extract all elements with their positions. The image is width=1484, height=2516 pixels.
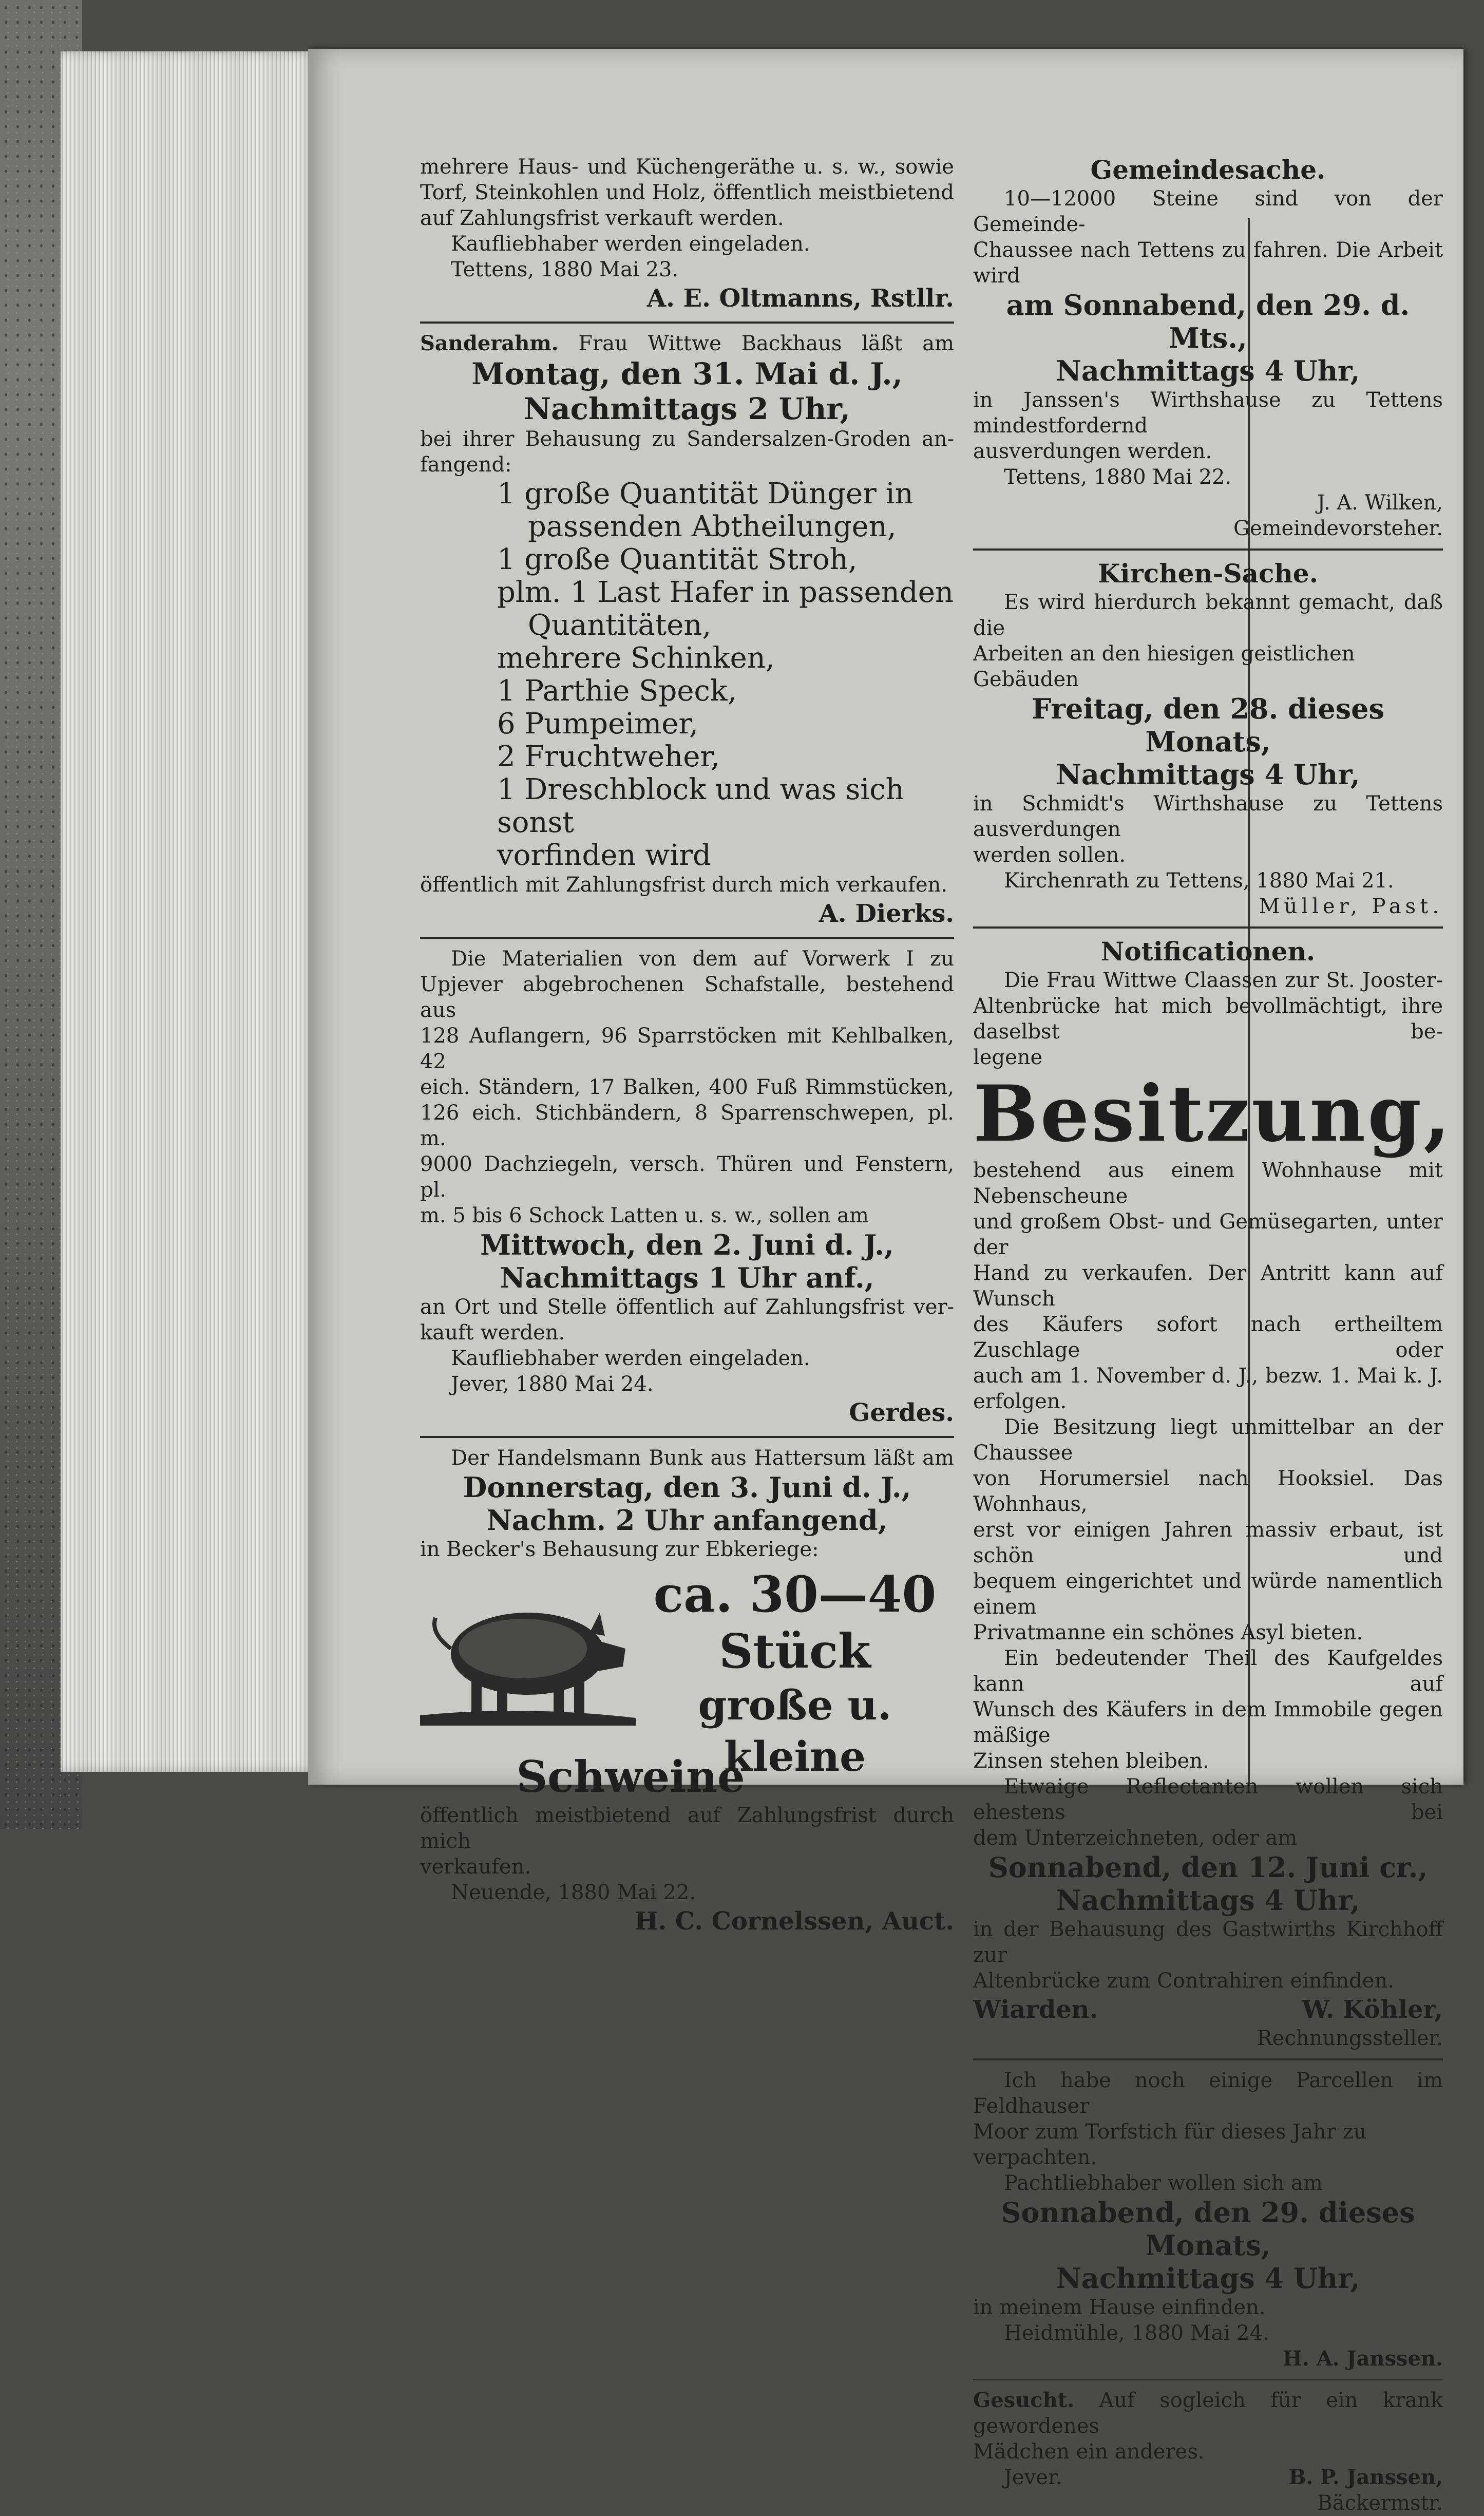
property-headline: Besitzung, bbox=[973, 1069, 1453, 1159]
text-line: Die Materialien von dem auf Vorwerk I zu bbox=[451, 947, 954, 971]
ad-kirchensache bbox=[973, 558, 1443, 919]
text-line: erst vor einigen Jahren massiv erbaut, ist schön und bbox=[973, 1518, 1443, 1567]
divider bbox=[973, 926, 1443, 929]
auction-time: Nachmittags 1 Uhr anf., bbox=[500, 1261, 874, 1294]
ad-cornelssen bbox=[420, 1445, 954, 1937]
text-line: Es wird hierdurch bekannt gemacht, daß die bbox=[973, 591, 1443, 640]
list-item: passenden Abtheilungen, bbox=[528, 510, 897, 543]
pig-icon bbox=[420, 1577, 636, 1731]
ad-notificationen bbox=[973, 936, 1453, 2051]
text-line: Moor zum Torfstich für dieses Jahr zu verpachten. bbox=[973, 2120, 1367, 2169]
text-line: legene bbox=[973, 1046, 1043, 1069]
divider bbox=[973, 2058, 1443, 2060]
text-line: Upjever abgebrochenen Schafstalle, bestehend aus bbox=[420, 973, 954, 1022]
animal-heading: Schweine bbox=[516, 1751, 745, 1802]
text-line: an Ort und Stelle öffentlich auf Zahlungsfrist ver- bbox=[420, 1295, 954, 1319]
signature: J. A. Wilken, bbox=[1317, 491, 1443, 515]
signature-row bbox=[973, 2465, 1443, 2490]
closing-line: öffentlich mit Zahlungsfrist durch mich verkaufen. bbox=[420, 873, 948, 897]
text-line: Wunsch des Käufers in dem Immobile gegen mäßige bbox=[973, 1698, 1443, 1747]
auction-time: Nachm. 2 Uhr anfangend, bbox=[486, 1504, 888, 1537]
work-date: Freitag, den 28. dieses Monats, bbox=[1032, 692, 1384, 758]
text-line: werden sollen. bbox=[973, 843, 1126, 867]
text-line: Ein bedeutender Theil des Kaufgeldes kann auf bbox=[973, 1647, 1443, 1696]
section-title: Kirchen-Sache. bbox=[1097, 558, 1319, 589]
list-item: 1 große Quantität Stroh, bbox=[497, 543, 858, 576]
text-line: 9000 Dachziegeln, versch. Thüren und Fenstern, pl. bbox=[420, 1152, 954, 1202]
auction-date: Montag, den 31. Mai d. J., bbox=[471, 356, 903, 391]
text-line: bequem eingerichtet und würde namentlich einem bbox=[973, 1569, 1443, 1619]
text-line: Arbeiten an den hiesigen geistlichen Gebäuden bbox=[973, 642, 1355, 691]
invite-line: Kaufliebhaber werden eingeladen. bbox=[451, 1347, 810, 1370]
ad-gemeindesache bbox=[973, 154, 1443, 541]
text-line: in meinem Hause einfinden. bbox=[973, 2296, 1266, 2319]
text-line: Etwaige Reflectanten wollen sich ehestens bei bbox=[973, 1775, 1443, 1824]
item-list bbox=[420, 478, 954, 872]
ad-gesucht bbox=[973, 2388, 1443, 2516]
ad-gerdes bbox=[420, 946, 954, 1429]
dateline: Kirchenrath zu Tettens, 1880 Mai 21. bbox=[1004, 869, 1394, 893]
text-line: m. 5 bis 6 Schock Latten u. s. w., sollen am bbox=[420, 1204, 869, 1227]
place-label: Wiarden. bbox=[973, 1995, 1098, 2024]
location-line: in Becker's Behausung zur Ebkeriege: bbox=[420, 1538, 819, 1561]
invite-line: Pachtliebhaber wollen sich am bbox=[1004, 2171, 1323, 2195]
place-label: Sanderahm. bbox=[420, 331, 559, 355]
intro-line: Der Handelsmann Bunk aus Hattersum läßt am bbox=[451, 1446, 954, 1470]
intro-line bbox=[973, 2388, 1443, 2439]
list-item: Quantitäten, bbox=[528, 609, 712, 642]
divider bbox=[973, 548, 1443, 551]
list-item: 1 große Quantität Dünger in bbox=[497, 477, 914, 510]
meeting-date: Sonnabend, den 12. Juni cr., bbox=[988, 1851, 1428, 1884]
text-line: auch am 1. November d. J., bezw. 1. Mai k. J. bbox=[973, 1364, 1443, 1388]
text-line: Altenbrücke hat mich bevollmächtigt, ihre daselbst be- bbox=[973, 994, 1443, 1044]
text-line: Ich habe noch einige Parcellen im Feldhauser bbox=[973, 2069, 1443, 2118]
dateline: Heidmühle, 1880 Mai 24. bbox=[1004, 2321, 1269, 2345]
meeting-time: Nachmittags 4 Uhr, bbox=[1056, 2262, 1360, 2295]
auction-date: Donnerstag, den 3. Juni d. J., bbox=[463, 1471, 911, 1504]
signature: H. A. Janssen. bbox=[1283, 2347, 1443, 2371]
dateline: Neuende, 1880 Mai 22. bbox=[451, 1881, 696, 1904]
meeting-time: Nachmittags 4 Uhr, bbox=[1056, 1884, 1360, 1917]
text-line: 128 Auflangern, 96 Sparrstöcken mit Kehlbalken, 42 bbox=[420, 1024, 954, 1073]
dateline: Tettens, 1880 Mai 23. bbox=[451, 258, 679, 281]
text-line: fangend: bbox=[420, 453, 512, 477]
text-line: ausverdungen werden. bbox=[973, 440, 1212, 463]
signature: Gerdes. bbox=[849, 1398, 954, 1427]
list-item: 1 Parthie Speck, bbox=[497, 674, 737, 708]
text-line: des Käufers sofort nach ertheiltem Zuschlage oder bbox=[973, 1313, 1443, 1362]
text-line: Zinsen stehen bleiben. bbox=[973, 1749, 1209, 1773]
text-line: eich. Ständern, 17 Balken, 400 Fuß Rimmstücken, bbox=[420, 1075, 954, 1099]
intro-text: Auf sogleich für ein krank gewordenes bbox=[973, 2389, 1443, 2438]
text-line: Die Frau Wittwe Claassen zur St. Jooster- bbox=[1004, 969, 1443, 992]
text-line: Mädchen ein anderes. bbox=[973, 2440, 1205, 2464]
list-item: 1 Dreschblock und was sich sonst bbox=[497, 773, 904, 839]
quantity: ca. 30—40 bbox=[653, 1565, 937, 1623]
signer-role: Gemeindevorsteher. bbox=[1233, 517, 1443, 540]
text-line: auf Zahlungsfrist verkauft werden. bbox=[420, 206, 784, 230]
ad-sanderahm bbox=[420, 331, 954, 930]
signature-row bbox=[973, 1994, 1443, 2026]
newspaper-page bbox=[308, 49, 1463, 2515]
text-line: mehrere Haus- und Küchengeräthe u. s. w., sowie bbox=[420, 155, 954, 179]
text-line: in Schmidt's Wirthshause zu Tettens ausverdungen bbox=[973, 792, 1443, 841]
section-title: Notificationen. bbox=[1100, 936, 1316, 967]
description: große u. kleine bbox=[698, 1681, 892, 1781]
label: Gesucht. bbox=[973, 2388, 1075, 2412]
signature: H. C. Cornelssen, Auct. bbox=[635, 1907, 954, 1936]
pig-advert-text bbox=[636, 1566, 954, 1782]
list-item: 6 Pumpeimer, bbox=[497, 707, 698, 741]
text-line: in der Behausung des Gastwirths Kirchhoff zur bbox=[973, 1918, 1443, 1967]
text-line: erfolgen. bbox=[973, 1390, 1067, 1413]
signature: W. Köhler, bbox=[1302, 1995, 1443, 2024]
text-line: von Horumersiel nach Hooksiel. Das Wohnhaus, bbox=[973, 1467, 1443, 1516]
signer-role: Rechnungssteller. bbox=[1257, 2027, 1443, 2050]
text-line: verkaufen. bbox=[420, 1855, 531, 1879]
text-line: Chaussee nach Tettens zu fahren. Die Arbeit wird bbox=[973, 238, 1443, 288]
ad-janssen-torf bbox=[973, 2068, 1443, 2372]
text-line: kauft werden. bbox=[420, 1321, 565, 1345]
intro-line bbox=[420, 331, 954, 356]
signature: A. E. Oltmanns, Rstllr. bbox=[646, 284, 954, 313]
divider bbox=[420, 321, 954, 324]
text-line: bei ihrer Behausung zu Sandersalzen-Groden an- bbox=[420, 427, 954, 451]
text-line: und großem Obst- und Gemüsegarten, unter der bbox=[973, 1210, 1443, 1259]
left-column bbox=[420, 154, 954, 1937]
meeting-date: Sonnabend, den 29. dieses Monats, bbox=[1001, 2196, 1415, 2262]
text-line: Privatmanne ein schönes Asyl bieten. bbox=[973, 1621, 1363, 1644]
list-item: vorfinden wird bbox=[497, 839, 711, 872]
auction-time: Nachmittags 2 Uhr, bbox=[524, 391, 850, 426]
divider bbox=[420, 1436, 954, 1438]
list-item: mehrere Schinken, bbox=[497, 641, 775, 675]
text-line: 10—12000 Steine sind von der Gemeinde- bbox=[973, 187, 1443, 236]
place-label: Jever. bbox=[1004, 2466, 1062, 2489]
text-line: in Janssen's Wirthshause zu Tettens mindestfordernd bbox=[973, 388, 1443, 438]
text-line: Die Besitzung liegt unmittelbar an der Chaussee bbox=[973, 1415, 1443, 1465]
work-time: Nachmittags 4 Uhr, bbox=[1056, 354, 1360, 387]
list-item: plm. 1 Last Hafer in passenden bbox=[497, 576, 954, 609]
page-edges bbox=[61, 51, 317, 1772]
intro-text: Frau Wittwe Backhaus läßt am bbox=[578, 332, 954, 355]
text-line: dem Unterzeichneten, oder am bbox=[973, 1826, 1298, 1850]
text-line: Hand zu verkaufen. Der Antritt kann auf Wunsch bbox=[973, 1261, 1443, 1311]
section-title: Gemeindesache. bbox=[1090, 155, 1326, 185]
text-line: bestehend aus einem Wohnhause mit Nebenscheune bbox=[973, 1159, 1443, 1208]
work-time: Nachmittags 4 Uhr, bbox=[1056, 758, 1360, 791]
signature: A. Dierks. bbox=[819, 899, 954, 928]
dateline: Jever, 1880 Mai 24. bbox=[451, 1372, 654, 1396]
text-line: öffentlich meistbietend auf Zahlungsfrist durch mich bbox=[420, 1804, 954, 1853]
divider bbox=[973, 2379, 1443, 2380]
divider bbox=[420, 937, 954, 939]
text-line: Altenbrücke zum Contrahiren einfinden. bbox=[973, 1969, 1394, 1993]
unit: Stück bbox=[719, 1623, 871, 1679]
text-line: Torf, Steinkohlen und Holz, öffentlich meistbietend bbox=[420, 181, 954, 204]
ad-oltmanns bbox=[420, 154, 954, 314]
right-column bbox=[973, 154, 1453, 2516]
auction-date: Mittwoch, den 2. Juni d. J., bbox=[480, 1228, 894, 1261]
signer-role: Bäckermstr. bbox=[1317, 2491, 1443, 2515]
invite-line: Kaufliebhaber werden eingeladen. bbox=[451, 232, 810, 256]
list-item: 2 Fruchtweher, bbox=[497, 740, 720, 773]
signature: Müller, Past. bbox=[1259, 895, 1443, 918]
text-line: 126 eich. Stichbändern, 8 Sparrenschwepen, pl. m. bbox=[420, 1101, 954, 1150]
dateline: Tettens, 1880 Mai 22. bbox=[1004, 465, 1232, 489]
signature: B. P. Janssen, bbox=[1288, 2465, 1443, 2489]
work-date: am Sonnabend, den 29. d. Mts., bbox=[1006, 289, 1410, 354]
